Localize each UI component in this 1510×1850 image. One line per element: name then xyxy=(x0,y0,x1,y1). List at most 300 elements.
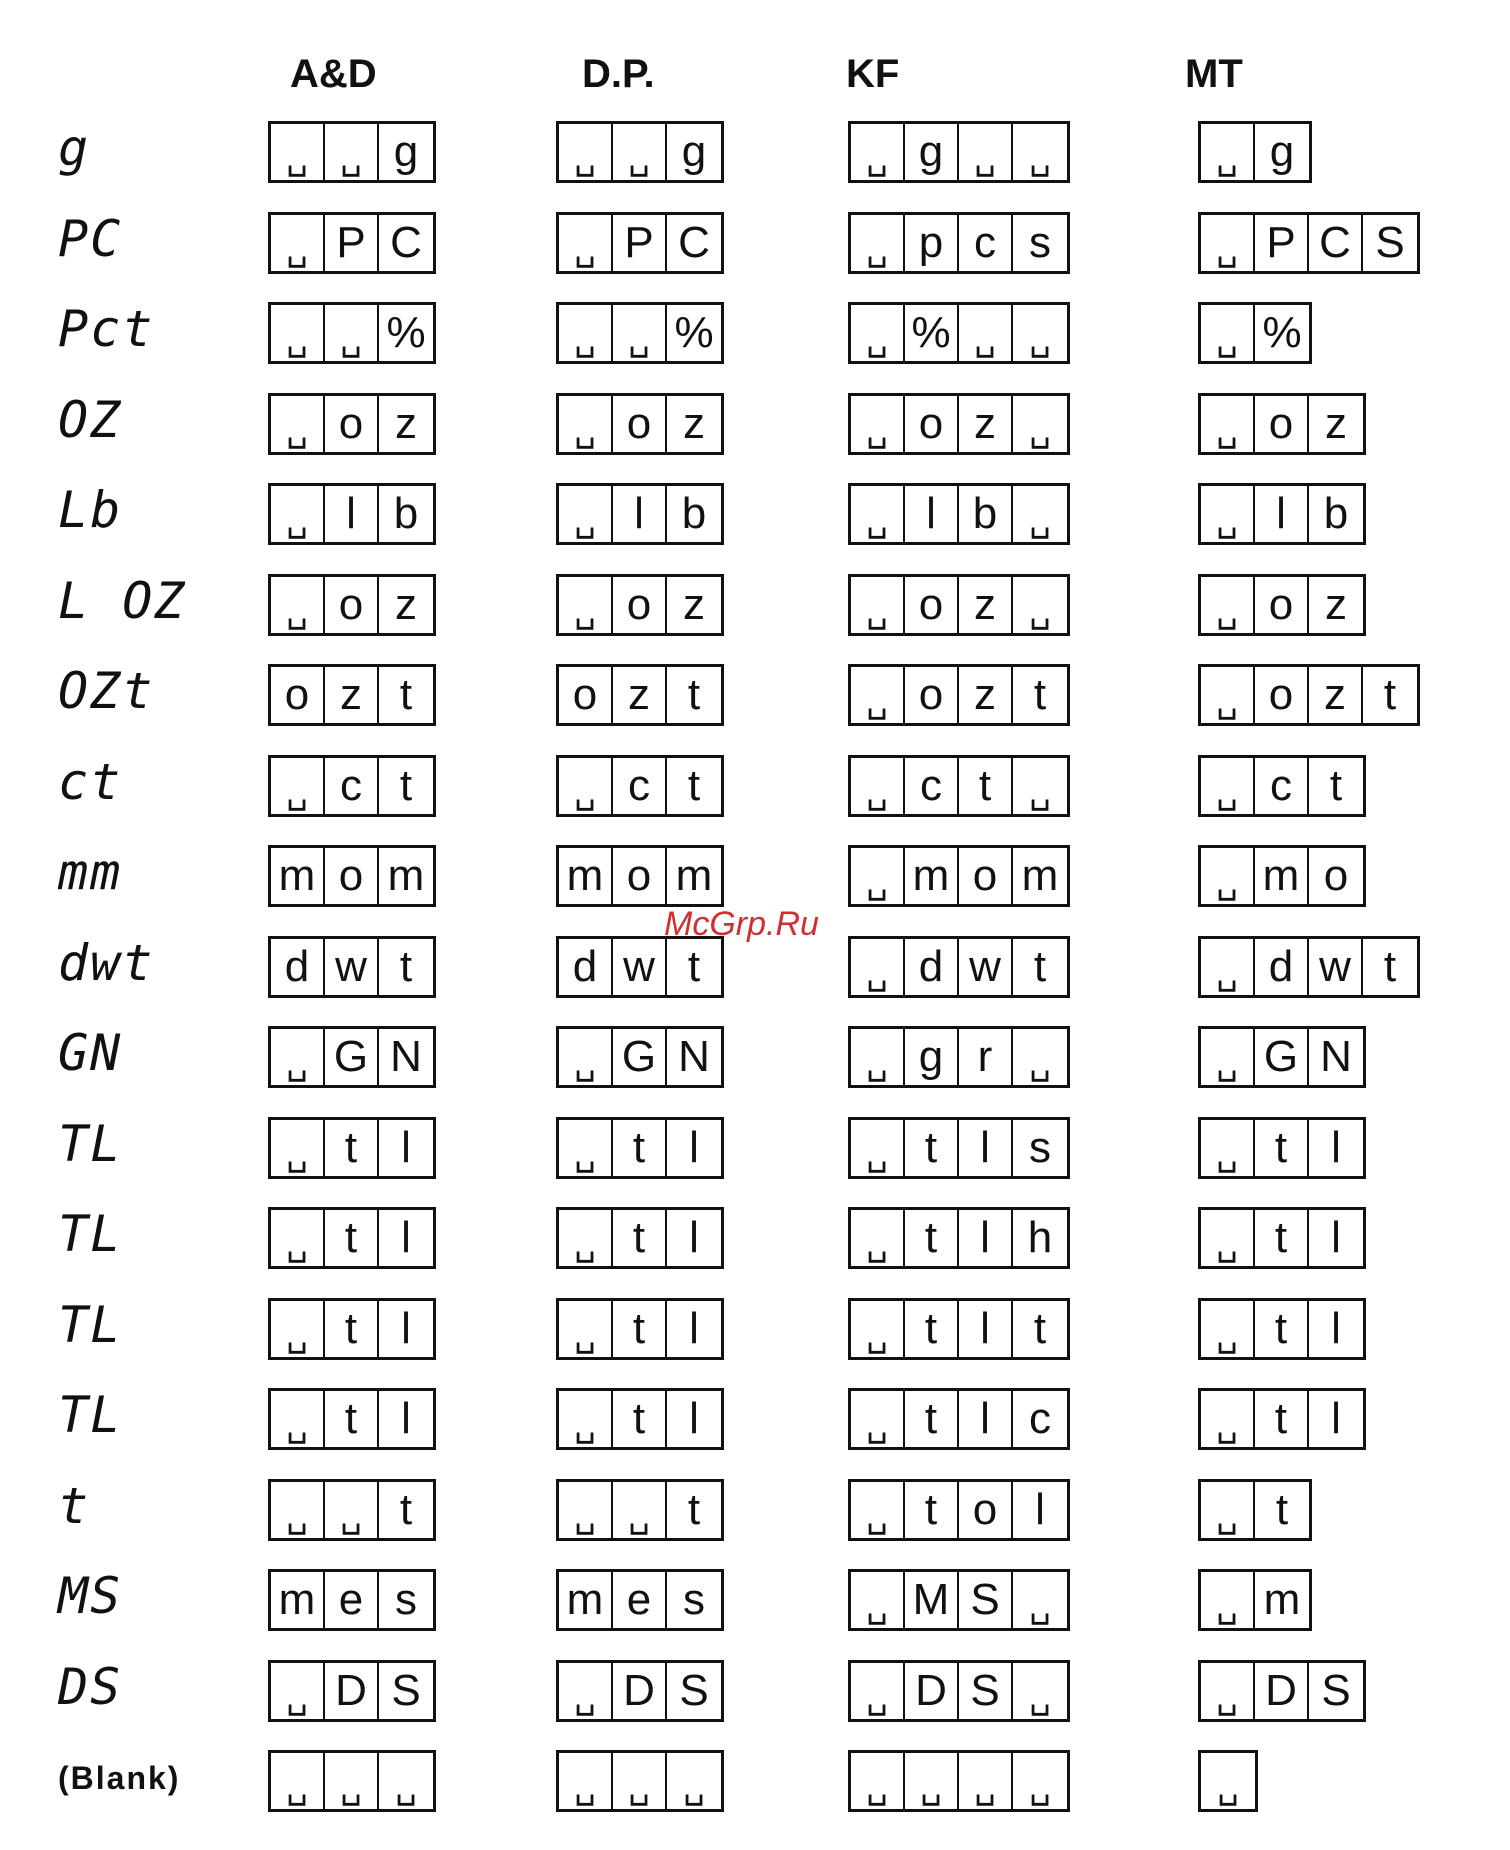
char-cell: z xyxy=(1325,579,1347,629)
char-cell: l xyxy=(401,1394,411,1443)
char-cell: r xyxy=(959,1029,1013,1085)
char-box-kf xyxy=(848,212,1070,274)
char-cell: g xyxy=(681,127,707,176)
char-box-ad xyxy=(268,302,436,364)
char-cell: l xyxy=(959,1210,1013,1266)
space-symbol-icon: ␣ xyxy=(559,1120,613,1176)
char-box-ad xyxy=(268,121,436,183)
space-symbol-icon: ␣ xyxy=(1201,1210,1255,1266)
char-cell: C xyxy=(1309,215,1363,271)
char-cell: g xyxy=(393,127,419,176)
space-symbol-icon: ␣ xyxy=(271,124,325,180)
char-cell: D xyxy=(905,1663,959,1719)
table-row xyxy=(0,1654,1510,1722)
char-cell: s xyxy=(1029,1122,1051,1172)
lcd-label: Lb xyxy=(58,481,123,539)
char-cell: w xyxy=(959,939,1013,995)
header-dp: D.P. xyxy=(582,52,655,96)
space-symbol-icon: ␣ xyxy=(1201,577,1255,633)
char-cell: c xyxy=(1255,758,1309,814)
char-box-ad xyxy=(268,1660,436,1722)
char-cell: t xyxy=(1033,670,1047,719)
space-symbol-icon: ␣ xyxy=(613,124,667,180)
char-cell: o xyxy=(271,667,325,723)
lcd-label: DS xyxy=(58,1657,123,1716)
char-box-mt xyxy=(1198,574,1366,636)
char-cell: P xyxy=(325,215,379,271)
char-cell: l xyxy=(959,1391,1013,1447)
space-symbol-icon: ␣ xyxy=(271,1753,325,1809)
char-cell: o xyxy=(613,396,667,452)
space-symbol-icon: ␣ xyxy=(271,758,325,814)
space-symbol-icon: ␣ xyxy=(559,1482,613,1538)
table-row xyxy=(0,206,1510,274)
char-box-ad xyxy=(268,1750,436,1812)
char-cell: l xyxy=(325,486,379,542)
char-box-mt xyxy=(1198,1026,1366,1088)
char-cell: G xyxy=(613,1029,667,1085)
char-box-kf xyxy=(848,664,1070,726)
char-cell: t xyxy=(1255,1120,1309,1176)
char-box-dp xyxy=(556,212,724,274)
char-cell: z xyxy=(325,667,379,723)
table-row xyxy=(0,1201,1510,1269)
char-cell: d xyxy=(271,939,325,995)
char-box-mt xyxy=(1198,1207,1366,1269)
lcd-label: (Blank) xyxy=(58,1760,181,1796)
char-cell: m xyxy=(271,1572,325,1628)
char-cell: C xyxy=(678,217,710,267)
char-box-dp xyxy=(556,121,724,183)
char-cell: l xyxy=(959,1120,1013,1176)
char-cell: P xyxy=(1255,215,1309,271)
char-cell: l xyxy=(689,1394,699,1443)
char-box-ad xyxy=(268,936,436,998)
lcd-label: TL xyxy=(58,1114,123,1173)
char-cell: b xyxy=(393,489,419,538)
space-symbol-icon: ␣ xyxy=(851,1753,905,1809)
char-box-mt xyxy=(1198,302,1312,364)
char-cell: s xyxy=(395,1575,417,1624)
space-symbol-icon: ␣ xyxy=(851,577,905,633)
char-cell: N xyxy=(678,1032,710,1081)
char-box-ad xyxy=(268,212,436,274)
space-symbol-icon: ␣ xyxy=(271,577,325,633)
char-cell: N xyxy=(390,1032,422,1081)
char-box-mt xyxy=(1198,664,1420,726)
space-symbol-icon: ␣ xyxy=(271,305,325,361)
char-cell: % xyxy=(1262,308,1302,357)
char-cell: z xyxy=(1309,667,1363,723)
char-cell: e xyxy=(325,1572,379,1628)
char-cell: o xyxy=(905,667,959,723)
space-symbol-icon: ␣ xyxy=(851,124,905,180)
char-cell: l xyxy=(1331,1394,1341,1443)
char-cell: N xyxy=(1320,1032,1352,1081)
char-box-dp xyxy=(556,393,724,455)
char-cell: t xyxy=(687,1484,701,1534)
space-symbol-icon: ␣ xyxy=(851,1210,905,1266)
table-row xyxy=(0,658,1510,726)
lcd-label: TL xyxy=(58,1386,123,1444)
char-cell: t xyxy=(1275,1484,1289,1534)
char-box-dp xyxy=(556,483,724,545)
space-symbol-icon: ␣ xyxy=(1029,772,1051,811)
char-box-dp xyxy=(556,1569,724,1631)
char-cell: % xyxy=(674,308,714,357)
space-symbol-icon: ␣ xyxy=(1201,124,1255,180)
space-symbol-icon: ␣ xyxy=(271,1210,325,1266)
char-cell: d xyxy=(559,939,613,995)
header-mt: MT xyxy=(1185,52,1243,96)
char-cell: t xyxy=(1255,1301,1309,1357)
table-row xyxy=(0,477,1510,545)
char-box-mt xyxy=(1198,1298,1366,1360)
char-cell: t xyxy=(325,1391,379,1447)
char-cell: S xyxy=(1375,217,1405,267)
char-box-dp xyxy=(556,755,724,817)
space-symbol-icon: ␣ xyxy=(559,1753,613,1809)
char-box-kf xyxy=(848,755,1070,817)
char-box-kf xyxy=(848,1026,1070,1088)
char-cell: l xyxy=(401,1303,411,1353)
char-cell: t xyxy=(1383,941,1397,991)
table-row xyxy=(0,1292,1510,1360)
char-cell: o xyxy=(1323,851,1349,900)
space-symbol-icon: ␣ xyxy=(559,758,613,814)
char-cell: g xyxy=(905,1029,959,1085)
char-box-mt xyxy=(1198,936,1420,998)
char-cell: m xyxy=(675,851,713,900)
char-cell: t xyxy=(1033,1303,1047,1353)
space-symbol-icon: ␣ xyxy=(1201,215,1255,271)
char-cell: D xyxy=(613,1663,667,1719)
char-cell: o xyxy=(559,667,613,723)
space-symbol-icon: ␣ xyxy=(1217,1768,1239,1806)
space-symbol-icon: ␣ xyxy=(851,939,905,995)
char-cell: m xyxy=(271,848,325,904)
char-cell: l xyxy=(1331,1303,1341,1353)
table-row xyxy=(0,1744,1510,1812)
lcd-label: MS xyxy=(58,1567,123,1625)
char-cell: g xyxy=(905,124,959,180)
char-cell: t xyxy=(959,758,1013,814)
char-cell: c xyxy=(905,758,959,814)
space-symbol-icon: ␣ xyxy=(559,215,613,271)
char-cell: % xyxy=(905,305,959,361)
char-box-mt xyxy=(1198,483,1366,545)
char-cell: z xyxy=(395,398,417,448)
char-cell: o xyxy=(613,577,667,633)
space-symbol-icon: ␣ xyxy=(851,1029,905,1085)
char-box-mt xyxy=(1198,212,1420,274)
space-symbol-icon: ␣ xyxy=(325,1753,379,1809)
table-row xyxy=(0,749,1510,817)
lcd-label: dwt xyxy=(58,933,155,992)
space-symbol-icon: ␣ xyxy=(1201,1301,1255,1357)
char-cell: % xyxy=(386,308,426,357)
char-cell: G xyxy=(1255,1029,1309,1085)
space-symbol-icon: ␣ xyxy=(271,486,325,542)
char-box-dp xyxy=(556,1750,724,1812)
space-symbol-icon: ␣ xyxy=(851,848,905,904)
space-symbol-icon: ␣ xyxy=(559,1029,613,1085)
char-cell: o xyxy=(959,848,1013,904)
table-row xyxy=(0,115,1510,183)
char-box-dp xyxy=(556,574,724,636)
char-cell: o xyxy=(959,1482,1013,1538)
space-symbol-icon: ␣ xyxy=(1201,396,1255,452)
char-cell: t xyxy=(613,1210,667,1266)
char-cell: t xyxy=(905,1120,959,1176)
char-cell: p xyxy=(905,215,959,271)
lcd-label: TL xyxy=(58,1295,123,1354)
space-symbol-icon: ␣ xyxy=(613,1753,667,1809)
space-symbol-icon: ␣ xyxy=(1201,305,1255,361)
space-symbol-icon: ␣ xyxy=(559,305,613,361)
char-cell: C xyxy=(390,217,422,267)
char-box-dp xyxy=(556,664,724,726)
char-box-ad xyxy=(268,1569,436,1631)
char-box-ad xyxy=(268,1479,436,1541)
char-cell: t xyxy=(1329,760,1343,810)
char-cell: z xyxy=(1325,398,1347,448)
char-cell: o xyxy=(1255,667,1309,723)
table-row xyxy=(0,1563,1510,1631)
char-cell: z xyxy=(959,667,1013,723)
char-box-mt xyxy=(1198,1750,1258,1812)
char-cell: s xyxy=(683,1575,705,1624)
space-symbol-icon: ␣ xyxy=(851,396,905,452)
char-box-ad xyxy=(268,1207,436,1269)
char-cell: o xyxy=(325,848,379,904)
char-box-kf xyxy=(848,1479,1070,1541)
char-box-dp xyxy=(556,1479,724,1541)
char-box-mt xyxy=(1198,1117,1366,1179)
char-box-ad xyxy=(268,1298,436,1360)
table-row xyxy=(0,839,1510,907)
table-row xyxy=(0,387,1510,455)
char-box-mt xyxy=(1198,121,1312,183)
space-symbol-icon: ␣ xyxy=(271,1482,325,1538)
char-cell: t xyxy=(905,1301,959,1357)
char-box-ad xyxy=(268,664,436,726)
space-symbol-icon: ␣ xyxy=(905,1753,959,1809)
char-box-dp xyxy=(556,1117,724,1179)
space-symbol-icon: ␣ xyxy=(1029,591,1051,630)
lcd-label: mm xyxy=(58,843,123,901)
header-kf: KF xyxy=(846,52,900,96)
char-box-ad xyxy=(268,845,436,907)
char-box-dp xyxy=(556,936,724,998)
char-cell: c xyxy=(959,215,1013,271)
char-box-kf xyxy=(848,574,1070,636)
char-cell: P xyxy=(613,215,667,271)
char-cell: o xyxy=(905,577,959,633)
space-symbol-icon: ␣ xyxy=(559,1301,613,1357)
char-cell: t xyxy=(399,1484,413,1534)
char-cell: t xyxy=(399,941,413,991)
char-box-mt xyxy=(1198,755,1366,817)
space-symbol-icon: ␣ xyxy=(851,1391,905,1447)
space-symbol-icon: ␣ xyxy=(1029,501,1051,539)
char-box-mt xyxy=(1198,393,1366,455)
char-cell: m xyxy=(559,848,613,904)
lcd-label: L OZ xyxy=(58,571,187,630)
char-cell: m xyxy=(1021,851,1059,900)
table-row xyxy=(0,1382,1510,1450)
table-row xyxy=(0,568,1510,636)
char-cell: t xyxy=(1383,670,1397,719)
char-cell: m xyxy=(559,1572,613,1628)
char-cell: t xyxy=(687,670,701,719)
char-box-ad xyxy=(268,755,436,817)
char-box-kf xyxy=(848,1660,1070,1722)
char-cell: z xyxy=(959,577,1013,633)
char-box-ad xyxy=(268,1026,436,1088)
space-symbol-icon: ␣ xyxy=(271,1663,325,1719)
space-symbol-icon: ␣ xyxy=(851,305,905,361)
char-box-kf xyxy=(848,121,1070,183)
space-symbol-icon: ␣ xyxy=(271,1301,325,1357)
lcd-label: PC xyxy=(58,209,123,268)
char-box-kf xyxy=(848,393,1070,455)
char-cell: t xyxy=(905,1482,959,1538)
char-cell: l xyxy=(689,1213,699,1262)
char-box-dp xyxy=(556,1298,724,1360)
char-cell: S xyxy=(391,1665,421,1715)
char-cell: m xyxy=(905,848,959,904)
char-cell: b xyxy=(959,486,1013,542)
space-symbol-icon: ␣ xyxy=(1201,1120,1255,1176)
char-box-mt xyxy=(1198,845,1366,907)
char-box-kf xyxy=(848,1207,1070,1269)
char-cell: d xyxy=(905,939,959,995)
char-box-kf xyxy=(848,1298,1070,1360)
char-box-kf xyxy=(848,483,1070,545)
char-box-kf xyxy=(848,1750,1070,1812)
space-symbol-icon: ␣ xyxy=(613,305,667,361)
char-cell: t xyxy=(613,1120,667,1176)
char-box-mt xyxy=(1198,1388,1366,1450)
space-symbol-icon: ␣ xyxy=(683,1768,705,1806)
lcd-label: OZ xyxy=(58,390,123,449)
space-symbol-icon: ␣ xyxy=(1029,410,1051,449)
space-symbol-icon: ␣ xyxy=(559,1663,613,1719)
space-symbol-icon: ␣ xyxy=(1029,1768,1051,1806)
char-box-ad xyxy=(268,1117,436,1179)
table-row xyxy=(0,1473,1510,1541)
char-cell: w xyxy=(325,939,379,995)
char-cell: t xyxy=(687,760,701,810)
space-symbol-icon: ␣ xyxy=(1201,1391,1255,1447)
char-cell: G xyxy=(325,1029,379,1085)
char-cell: g xyxy=(1269,127,1295,176)
space-symbol-icon: ␣ xyxy=(271,215,325,271)
space-symbol-icon: ␣ xyxy=(1029,1587,1051,1625)
space-symbol-icon: ␣ xyxy=(271,1029,325,1085)
char-cell: z xyxy=(395,579,417,629)
table-row xyxy=(0,296,1510,364)
lcd-label: TL xyxy=(58,1205,123,1263)
char-box-kf xyxy=(848,1388,1070,1450)
space-symbol-icon: ␣ xyxy=(1201,758,1255,814)
table-row xyxy=(0,1111,1510,1179)
char-box-ad xyxy=(268,574,436,636)
char-cell: m xyxy=(1263,1575,1301,1624)
char-box-dp xyxy=(556,1388,724,1450)
char-box-mt xyxy=(1198,1660,1366,1722)
lcd-label: ct xyxy=(58,752,123,811)
char-cell: l xyxy=(401,1122,411,1172)
char-cell: l xyxy=(959,1301,1013,1357)
char-cell: t xyxy=(325,1120,379,1176)
space-symbol-icon: ␣ xyxy=(1029,139,1051,177)
char-cell: z xyxy=(959,396,1013,452)
space-symbol-icon: ␣ xyxy=(851,1120,905,1176)
char-box-kf xyxy=(848,302,1070,364)
char-cell: o xyxy=(325,577,379,633)
space-symbol-icon: ␣ xyxy=(395,1768,417,1806)
space-symbol-icon: ␣ xyxy=(325,1482,379,1538)
space-symbol-icon: ␣ xyxy=(1029,1044,1051,1082)
lcd-label: GN xyxy=(58,1024,123,1082)
space-symbol-icon: ␣ xyxy=(1201,939,1255,995)
char-cell: z xyxy=(683,579,705,629)
char-cell: t xyxy=(905,1391,959,1447)
char-cell: t xyxy=(1255,1391,1309,1447)
char-cell: z xyxy=(683,398,705,448)
char-cell: w xyxy=(613,939,667,995)
space-symbol-icon: ␣ xyxy=(559,1210,613,1266)
char-box-kf xyxy=(848,1117,1070,1179)
char-cell: b xyxy=(681,489,707,538)
char-cell: t xyxy=(613,1391,667,1447)
space-symbol-icon: ␣ xyxy=(325,305,379,361)
space-symbol-icon: ␣ xyxy=(851,758,905,814)
space-symbol-icon: ␣ xyxy=(271,1391,325,1447)
space-symbol-icon: ␣ xyxy=(959,305,1013,361)
char-cell: S xyxy=(959,1572,1013,1628)
space-symbol-icon: ␣ xyxy=(851,1663,905,1719)
space-symbol-icon: ␣ xyxy=(1201,667,1255,723)
table-row xyxy=(0,1020,1510,1088)
char-cell: w xyxy=(1309,939,1363,995)
char-cell: l xyxy=(1331,1213,1341,1262)
char-cell: l xyxy=(1255,486,1309,542)
char-box-dp xyxy=(556,302,724,364)
space-symbol-icon: ␣ xyxy=(1201,486,1255,542)
space-symbol-icon: ␣ xyxy=(559,396,613,452)
space-symbol-icon: ␣ xyxy=(271,396,325,452)
char-cell: o xyxy=(325,396,379,452)
char-cell: s xyxy=(1029,217,1051,267)
char-box-dp xyxy=(556,1660,724,1722)
char-cell: o xyxy=(1255,396,1309,452)
space-symbol-icon: ␣ xyxy=(1201,848,1255,904)
space-symbol-icon: ␣ xyxy=(1201,1029,1255,1085)
space-symbol-icon: ␣ xyxy=(851,215,905,271)
space-symbol-icon: ␣ xyxy=(613,1482,667,1538)
char-cell: l xyxy=(613,486,667,542)
char-cell: t xyxy=(325,1301,379,1357)
char-cell: t xyxy=(399,670,413,719)
space-symbol-icon: ␣ xyxy=(559,486,613,542)
space-symbol-icon: ␣ xyxy=(1029,1677,1051,1716)
lcd-label: g xyxy=(58,119,91,177)
char-cell: o xyxy=(613,848,667,904)
space-symbol-icon: ␣ xyxy=(559,577,613,633)
